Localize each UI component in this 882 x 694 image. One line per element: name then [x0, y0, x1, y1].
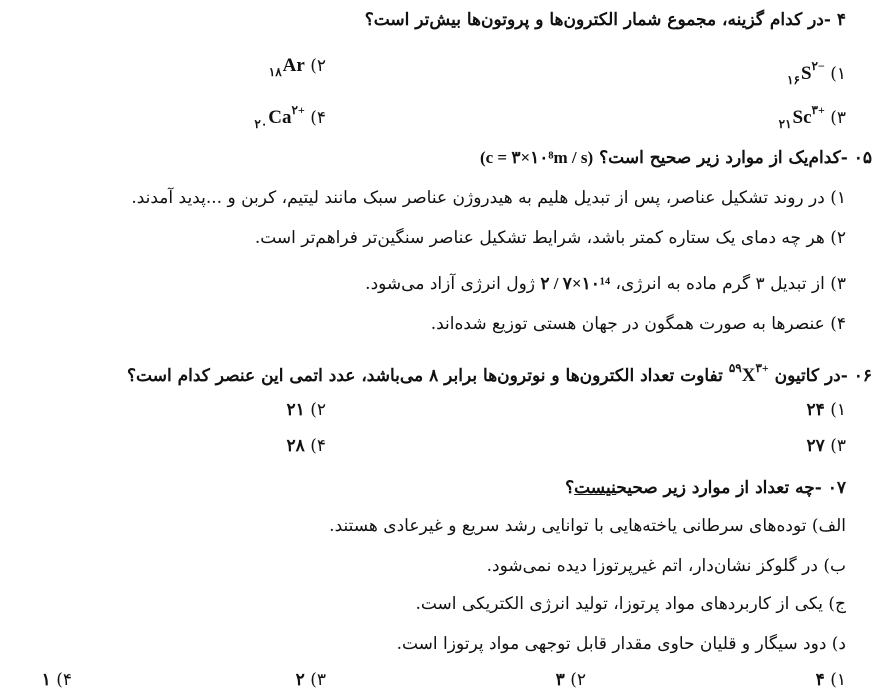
option-text: ۲۸: [286, 436, 305, 456]
question-number: ۴: [836, 10, 846, 30]
question-text: -در کاتیون: [774, 366, 848, 386]
option-text: ژول انرژی آزاد می‌شود.: [365, 274, 536, 294]
q6-option-1[interactable]: [807, 398, 846, 422]
question-text: -کدام‌یک از موارد زیر صحیح است؟: [599, 148, 848, 168]
option-text: هر چه دمای یک ستاره کمتر باشد، شرایط تشکیل عناصر سنگین‌تر فراهم‌تر است.: [254, 228, 825, 248]
option-label: ۲): [310, 400, 326, 420]
energy-value: ۲ / ۷×۱۰¹⁴: [540, 274, 611, 293]
q6-option-3[interactable]: [807, 434, 846, 458]
option-label: ۲): [570, 670, 586, 690]
q4-option-4[interactable]: [254, 98, 326, 131]
ion-formula: $_{۱۸}$Ar: [268, 55, 305, 79]
option-label: ۱): [830, 188, 846, 208]
speed-of-light-equation: (c = ۳×۱۰⁸m / s): [479, 148, 594, 167]
q7-item: ب) در گلوکز نشان‌دار، اتم غیرپرتوزا دیده نمی‌شود.: [486, 556, 846, 576]
option-label: ۴): [310, 436, 326, 456]
option-label: ۳): [310, 670, 326, 690]
q7-option-3[interactable]: [296, 668, 326, 692]
q5-option-2[interactable]: [255, 226, 846, 250]
question-4-stem: [365, 8, 846, 32]
option-text: ۴: [815, 670, 825, 690]
option-text: ۲۷: [806, 436, 825, 456]
option-text: ۲: [295, 670, 305, 690]
ion-formula: $_{۱۶}S^{۲-}$: [787, 59, 825, 87]
option-label: ۳): [830, 108, 846, 128]
question-text: ؟: [565, 478, 575, 498]
q7-item: ج) یکی از کاربردهای مواد پرتوزا، تولید انرژی الکتریکی است.: [415, 594, 846, 614]
q5-option-1[interactable]: [131, 186, 846, 210]
q7-option-2[interactable]: [556, 668, 586, 692]
q6-option-4[interactable]: [287, 434, 326, 458]
question-text: -در کدام گزینه، مجموع شمار الکترون‌ها و پروتون‌ها بیش‌تر است؟: [364, 10, 831, 30]
option-label: ۲): [830, 228, 846, 248]
question-text: تفاوت تعداد الکترون‌ها و نوترون‌ها برابر ۸ می‌باشد، عدد اتمی این عنصر کدام است؟: [126, 366, 723, 386]
q6-option-2[interactable]: [287, 398, 326, 422]
option-text: از تبدیل ۳ گرم ماده به انرژی،: [615, 274, 825, 294]
option-label: ۱): [830, 670, 846, 690]
option-label: ۴): [310, 108, 326, 128]
option-label: ۲): [310, 56, 326, 76]
question-number: ۰۶: [853, 366, 872, 386]
question-5-stem: [480, 146, 872, 170]
option-label: ۱): [830, 64, 846, 84]
option-text: ۲۱: [286, 400, 305, 420]
ion-formula: $_{۲۰}Ca^{۲+}$: [254, 103, 305, 131]
question-number: ۰۵: [853, 148, 872, 168]
q5-option-3[interactable]: [365, 272, 846, 296]
option-label: ۴): [56, 670, 72, 690]
q4-option-1[interactable]: [787, 54, 846, 87]
q4-option-3[interactable]: [779, 98, 846, 131]
cation-formula: $^{۵۹}X^{۳+}$: [728, 361, 769, 386]
option-text: عنصرها به صورت همگون در جهان هستی توزیع شده‌اند.: [430, 314, 825, 334]
option-text: ۳: [555, 670, 565, 690]
question-6-stem: [127, 356, 872, 388]
option-label: ۴): [830, 314, 846, 334]
option-text: ۲۴: [806, 400, 825, 420]
option-label: ۳): [830, 436, 846, 456]
question-7-stem: [565, 476, 846, 500]
ion-formula: $_{۲۱}Sc^{۳+}$: [778, 103, 825, 131]
q7-item: د) دود سیگار و قلیان حاوی مقدار قابل توجهی مواد پرتوزا است.: [396, 634, 846, 654]
option-text: در روند تشکیل عناصر، پس از تبدیل هلیم به هیدروژن عناصر سبک مانند لیتیم، کربن و ...پدید آمدند.: [131, 188, 825, 208]
option-text: ۱: [41, 670, 51, 690]
option-label: ۳): [830, 274, 846, 294]
q5-option-4[interactable]: [431, 312, 846, 336]
q7-option-1[interactable]: [816, 668, 846, 692]
question-text-underlined: نیست: [574, 478, 617, 498]
q4-option-2[interactable]: [269, 54, 326, 79]
q7-item: الف) توده‌های سرطانی یاخته‌هایی با توانایی رشد سریع و غیرعادی هستند.: [329, 516, 846, 536]
q7-option-4[interactable]: [42, 668, 72, 692]
question-number: ۰۷: [827, 478, 846, 498]
question-text: -چه تعداد از موارد زیر صحیح: [616, 478, 822, 498]
option-label: ۱): [830, 400, 846, 420]
